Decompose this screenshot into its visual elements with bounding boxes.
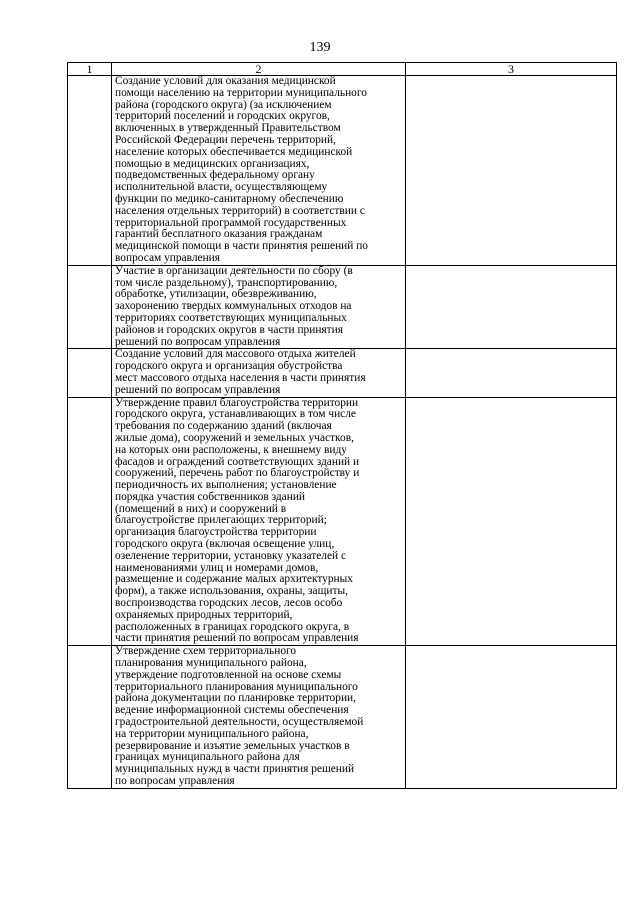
row-note-cell (406, 349, 617, 397)
table-header-row (68, 63, 617, 76)
row-number-cell (68, 349, 112, 397)
row-note-cell (406, 646, 617, 789)
row-description-cell: Создание условий для массового отдыха жителей городского округа и организация обустройства мест массового отдыха населения в части принятия решений по вопросам управления (112, 349, 406, 397)
page-number: 139 (309, 40, 331, 55)
row-number-cell (68, 646, 112, 789)
row-description-cell: Утверждение схем территориального планирования муниципального района, утверждение подготовленной на основе схемы территориального планирования муниципального района документации по планировке территории, ведение информационной системы обеспечения градостроительной деятельности, осуществляемой на территории муниципального района, резервирование и изъятие земельных участков в границах муниципального района для муниципальных нужд в части принятия решений по вопросам управления (112, 646, 406, 789)
row-number-cell (68, 397, 112, 646)
row-note-cell (406, 76, 617, 266)
powers-table (67, 62, 617, 789)
row-number-cell (68, 265, 112, 349)
table-row (68, 76, 617, 266)
row-note-cell (406, 397, 617, 646)
row-note-cell (406, 265, 617, 349)
row-number-cell (68, 76, 112, 266)
table-row (68, 397, 617, 646)
header-col-2: 2 (112, 63, 406, 76)
header-col-1: 1 (68, 63, 112, 76)
table-row (68, 646, 617, 789)
table-row (68, 349, 617, 397)
row-description-cell: Утверждение правил благоустройства территории городского округа, устанавливающих в том числе требования по содержанию зданий (включая жилые дома), сооружений и земельных участков, на которых они расположены, к внешнему виду фасадов и ограждений соответствующих зданий и сооружений, перечень работ по благоустройству и периодичность их выполнения; установление порядка участия собственников зданий (помещений в них) и сооружений в благоустройстве прилегающих территорий; организация благоустройства территории городского округа (включая освещение улиц, озеленение территории, установку указателей с наименованиями улиц и номерами домов, размещение и содержание малых архитектурных форм), а также использования, охраны, защиты, воспроизводства городских лесов, лесов особо охраняемых природных территорий, расположенных в границах городского округа, в части принятия решений по вопросам управления (112, 397, 406, 646)
header-col-3: 3 (406, 63, 617, 76)
row-description-cell: Создание условий для оказания медицинской помощи населению на территории муниципального района (городского округа) (за исключением территорий поселений и городских округов, включенных в утвержденный Правительством Российской Федерации перечень территорий, население которых обеспечивается медицинской помощью в медицинских организациях, подведомственных федеральному органу исполнительной власти, осуществляющему функции по медико-санитарному обеспечению населения отдельных территорий) в соответствии с территориальной программой государственных гарантий бесплатного оказания гражданам медицинской помощи в части принятия решений по вопросам управления (112, 76, 406, 266)
table-row (68, 265, 617, 349)
row-description-cell: Участие в организации деятельности по сбору (в том числе раздельному), транспортированию, обработке, утилизации, обезвреживанию, захоронению твердых коммунальных отходов на территориях соответствующих муниципальных районов и городских округов в части принятия решений по вопросам управления (112, 265, 406, 349)
